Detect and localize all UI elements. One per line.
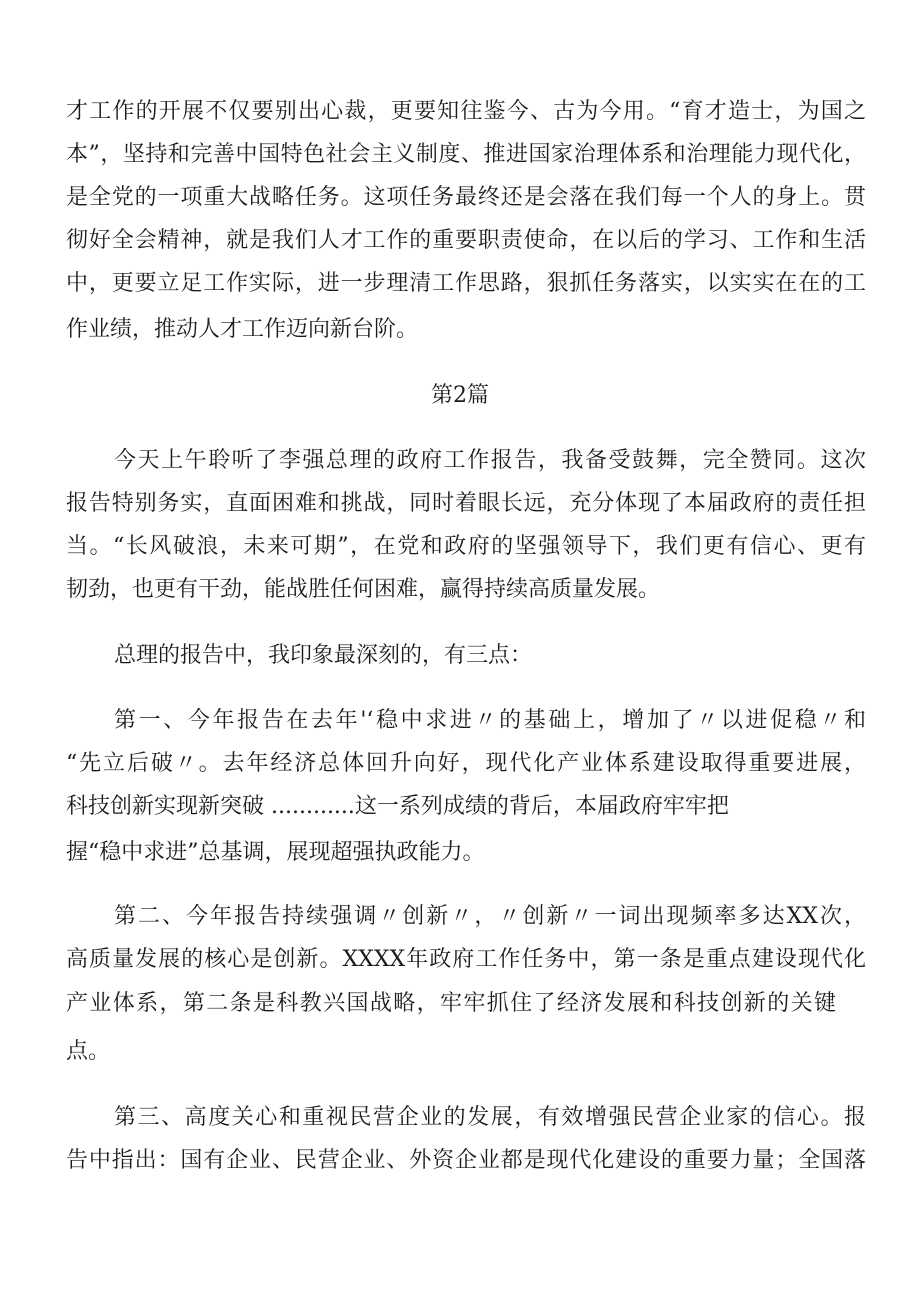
paragraph-line: 握“稳中求进”总基调，展现超强执政能力。 bbox=[66, 840, 485, 865]
paragraph-line: “先立后破〃。去年经济总体回升向好，现代化产业体系建设取得重要进展， bbox=[66, 751, 866, 776]
paragraph-line: 告中指出：国有企业、民营企业、外资企业都是现代化建设的重要力量；全国落 bbox=[66, 1148, 866, 1173]
paragraph-line: 报告特别务实，直面困难和挑战，同时着眼长远，充分体现了本届政府的责任担 bbox=[66, 491, 866, 516]
paragraph-line: 是全党的一项重大战略任务。这项任务最终还是会落在我们每一个人的身上。贯 bbox=[66, 185, 866, 210]
paragraph-line: 当。“长风破浪，未来可期”，在党和政府的坚强领导下，我们更有信心、更有 bbox=[66, 534, 866, 559]
paragraph-line: 第一、今年报告在去年'‘稳中求进〃的基础上，增加了〃以进促稳〃和 bbox=[114, 708, 866, 733]
paragraph-line: 产业体系，第二条是科教兴国战略，牢牢抓住了经济发展和科技创新的关键 bbox=[66, 991, 836, 1016]
paragraph-line: 作业绩，推动人才工作迈向新台阶。 bbox=[66, 317, 419, 342]
paragraph-line: 科技创新实现新突破 ............这一系列成绩的背后，本届政府牢牢把 bbox=[66, 794, 729, 819]
paragraph-line: 中，更要立足工作实际，进一步理清工作思路，狠抓任务落实，以实实在在的工 bbox=[66, 271, 866, 296]
paragraph-line: 第三、高度关心和重视民营企业的发展，有效增强民营企业家的信心。报 bbox=[114, 1105, 866, 1130]
paragraph-line: 本”，坚持和完善中国特色社会主义制度、推进国家治理体系和治理能力现代化， bbox=[66, 142, 866, 167]
paragraph-line: 点。 bbox=[66, 1039, 111, 1064]
paragraph-line: 总理的报告中，我印象最深刻的，有三点： bbox=[114, 643, 533, 668]
paragraph-line: 韧劲，也更有干劲，能战胜任何困难，赢得持续高质量发展。 bbox=[66, 577, 661, 602]
paragraph-line: 高质量发展的核心是创新。XXXX年政府工作任务中，第一条是重点建设现代化 bbox=[66, 947, 866, 972]
paragraph-line: 彻好全会精神，就是我们人才工作的重要职责使命，在以后的学习、工作和生活 bbox=[66, 228, 866, 253]
paragraph-line: 今天上午聆听了李强总理的政府工作报告，我备受鼓舞，完全赞同。这次 bbox=[114, 448, 866, 473]
section-heading: 第2篇 bbox=[431, 383, 489, 408]
paragraph-line: 才工作的开展不仅要别出心裁，更要知往鉴今、古为今用。“育才造士，为国之 bbox=[66, 99, 866, 124]
paragraph-line: 第二、今年报告持续强调〃创新〃，〃创新〃一词出现频率多达XX次， bbox=[114, 904, 866, 929]
